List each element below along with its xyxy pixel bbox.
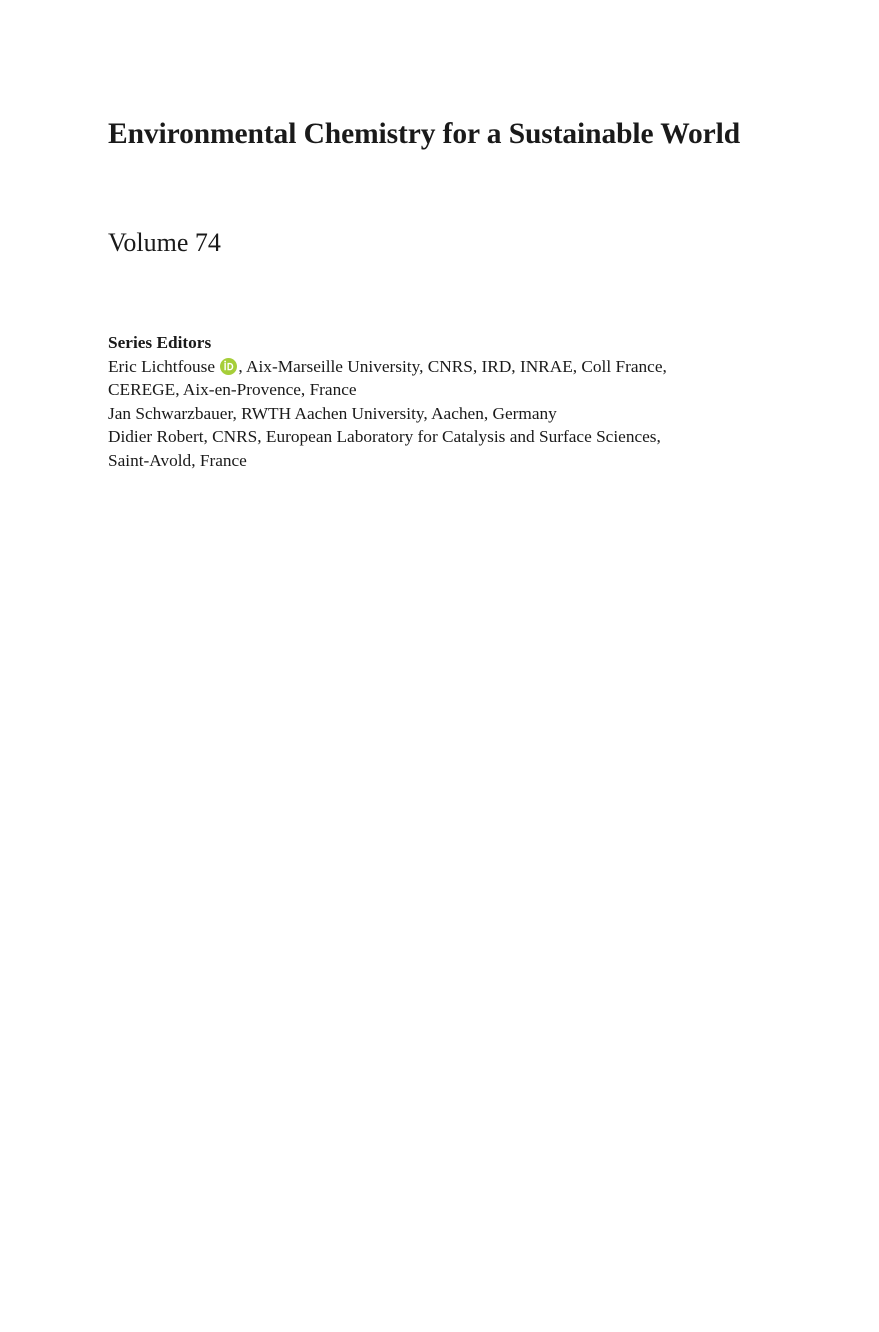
orcid-icon[interactable] [220, 358, 237, 375]
editor-line-robert: Didier Robert, CNRS, European Laboratory for Catalysis and Surface Sciences, [108, 427, 661, 447]
series-editors-block [108, 331, 808, 473]
editor-line-schwarzbauer: Jan Schwarzbauer, RWTH Aachen University, Aachen, Germany [108, 403, 557, 423]
series-editors-heading: Series Editors [108, 333, 212, 352]
editor-affiliation-continued: CEREGE, Aix-en-Provence, France [108, 380, 357, 400]
series-title: Environmental Chemistry for a Sustainable World [108, 118, 741, 150]
editor-name: Eric Lichtfouse [108, 356, 216, 376]
volume-number: Volume 74 [108, 228, 221, 257]
editor-line-lichtfouse [108, 355, 808, 379]
editor-affiliation-continued: Saint-Avold, France [108, 450, 247, 470]
editor-affiliation: , Aix-Marseille University, CNRS, IRD, INRAE, Coll France, [238, 356, 667, 376]
